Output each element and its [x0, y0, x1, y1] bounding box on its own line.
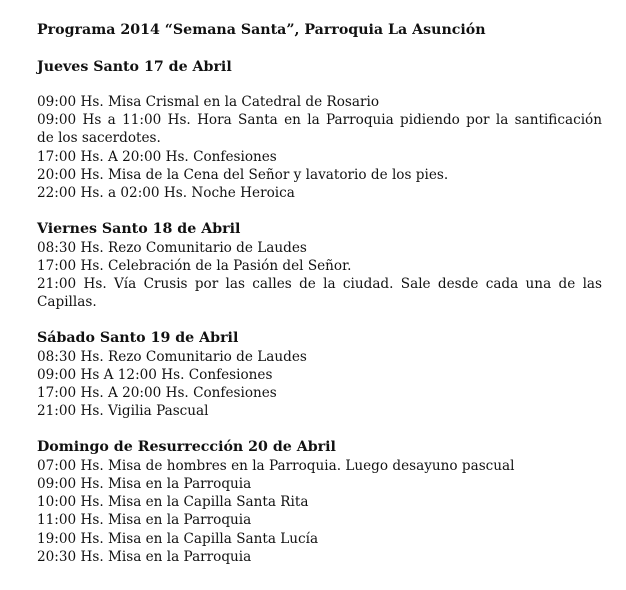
- schedule-line: 08:30 Hs. Rezo Comunitario de Laudes: [37, 349, 307, 365]
- schedule-line: 20:00 Hs. Misa de la Cena del Señor y lavatorio de los pies.: [37, 167, 449, 183]
- schedule-line: 09:00 Hs. Misa en la Parroquia: [37, 476, 252, 492]
- schedule-line: 09:00 Hs a 11:00 Hs. Hora Santa en la Parroquia pidiendo por la santificación: [37, 112, 602, 128]
- schedule-line: 10:00 Hs. Misa en la Capilla Santa Rita: [37, 494, 309, 510]
- schedule-line: Capillas.: [37, 294, 97, 310]
- schedule-line: 17:00 Hs. Celebración de la Pasión del Señor.: [37, 258, 352, 274]
- schedule-line: 20:30 Hs. Misa en la Parroquia: [37, 549, 252, 565]
- day-heading-domingo: Domingo de Resurrección 20 de Abril: [37, 439, 336, 455]
- schedule-line: 11:00 Hs. Misa en la Parroquia: [37, 512, 252, 528]
- day-heading-jueves: Jueves Santo 17 de Abril: [37, 59, 232, 75]
- schedule-line: 21:00 Hs. Vigilia Pascual: [37, 403, 209, 419]
- schedule-line: 07:00 Hs. Misa de hombres en la Parroquia. Luego desayuno pascual: [37, 458, 515, 474]
- schedule-line: 08:30 Hs. Rezo Comunitario de Laudes: [37, 240, 307, 256]
- schedule-line: de los sacerdotes.: [37, 130, 161, 146]
- schedule-line: 09:00 Hs A 12:00 Hs. Confesiones: [37, 367, 273, 383]
- schedule-line: 17:00 Hs. A 20:00 Hs. Confesiones: [37, 149, 277, 165]
- day-heading-sabado: Sábado Santo 19 de Abril: [37, 330, 239, 346]
- schedule-line: 22:00 Hs. a 02:00 Hs. Noche Heroica: [37, 185, 295, 201]
- schedule-line: 19:00 Hs. Misa en la Capilla Santa Lucía: [37, 531, 319, 547]
- schedule-line: 17:00 Hs. A 20:00 Hs. Confesiones: [37, 385, 277, 401]
- day-heading-viernes: Viernes Santo 18 de Abril: [37, 221, 241, 237]
- schedule-line: 09:00 Hs. Misa Crismal en la Catedral de Rosario: [37, 94, 380, 110]
- document-title: Programa 2014 “Semana Santa”, Parroquia La Asunción: [37, 22, 486, 38]
- schedule-line: 21:00 Hs. Vía Crusis por las calles de la ciudad. Sale desde cada una de las: [37, 276, 602, 292]
